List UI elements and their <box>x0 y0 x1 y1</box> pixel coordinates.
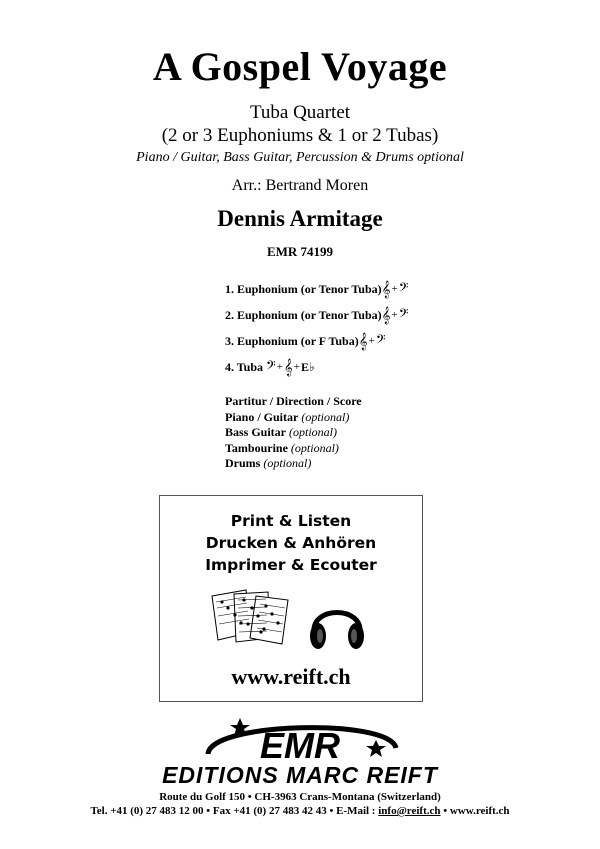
e-flat-label: E♭ <box>301 360 315 374</box>
promo-line-1: Print & Listen <box>230 512 352 530</box>
list-item: Partitur / Direction / Score <box>225 394 362 408</box>
part-label: 1. Euphonium (or Tenor Tuba) <box>225 282 382 296</box>
list-item: Bass Guitar (optional) <box>225 425 338 439</box>
part-label: 4. Tuba <box>225 360 264 374</box>
part-label: 3. Euphonium (or F Tuba) <box>225 334 359 348</box>
bass-clef-icon: 𝄢 <box>375 332 386 350</box>
arranger: Arr.: Bertrand Moren <box>231 177 369 194</box>
list-item: Tambourine (optional) <box>225 440 339 455</box>
emr-logo <box>150 714 450 764</box>
email-link[interactable]: info@reift.ch <box>378 805 441 817</box>
plus-sign: + <box>276 361 283 373</box>
treble-clef-icon: 𝄞 <box>381 280 391 298</box>
promo-line-3: Imprimer & Ecouter <box>205 556 377 574</box>
publisher-contact: Tel. +41 (0) 27 483 12 00 • Fax +41 (0) 27 483 42 43 • E-Mail : info@reift.ch • www.reift.ch <box>90 805 510 817</box>
publisher-address: Route du Golf 150 • CH-3963 Crans-Montana (Switzerland) <box>159 791 441 803</box>
part-item <box>225 354 408 380</box>
bass-clef-icon: 𝄢 <box>398 306 409 324</box>
extras-list <box>225 394 362 472</box>
part-item <box>225 328 408 354</box>
headphones-icon <box>306 594 368 654</box>
bass-clef-icon: 𝄢 <box>398 280 409 298</box>
catalog-number: EMR 74199 <box>266 244 334 259</box>
sheet-music-icon <box>208 586 294 648</box>
instrumentation: (2 or 3 Euphoniums & 1 or 2 Tubas) <box>161 125 439 146</box>
promo-line-2: Drucken & Anhören <box>205 534 377 552</box>
part-item <box>225 302 408 328</box>
list-item: Drums (optional) <box>225 456 312 470</box>
page-title: A Gospel Voyage <box>152 44 448 89</box>
composer: Dennis Armitage <box>217 206 383 231</box>
publisher-name: EDITIONS MARC REIFT <box>162 762 438 788</box>
print-listen-box <box>159 495 423 702</box>
bass-clef-icon: 𝄢 <box>266 358 276 376</box>
part-label: 2. Euphonium (or Tenor Tuba) <box>225 308 382 322</box>
logo-text: EMR <box>260 725 340 764</box>
treble-clef-icon: 𝄞 <box>381 306 391 324</box>
subtitle: Tuba Quartet <box>249 102 351 123</box>
list-item: Piano / Guitar (optional) <box>225 409 350 424</box>
plus-sign: + <box>391 283 398 295</box>
plus-sign: + <box>391 309 398 321</box>
treble-clef-icon: 𝄞 <box>358 332 368 350</box>
optional-note: Piano / Guitar, Bass Guitar, Percussion & Drums optional <box>136 150 464 165</box>
part-item <box>225 276 408 302</box>
treble-clef-icon: 𝄞 <box>283 358 293 376</box>
plus-sign: + <box>368 335 375 347</box>
promo-url[interactable]: www.reift.ch <box>231 664 351 689</box>
parts-list <box>225 276 408 380</box>
plus-sign: + <box>293 361 301 373</box>
